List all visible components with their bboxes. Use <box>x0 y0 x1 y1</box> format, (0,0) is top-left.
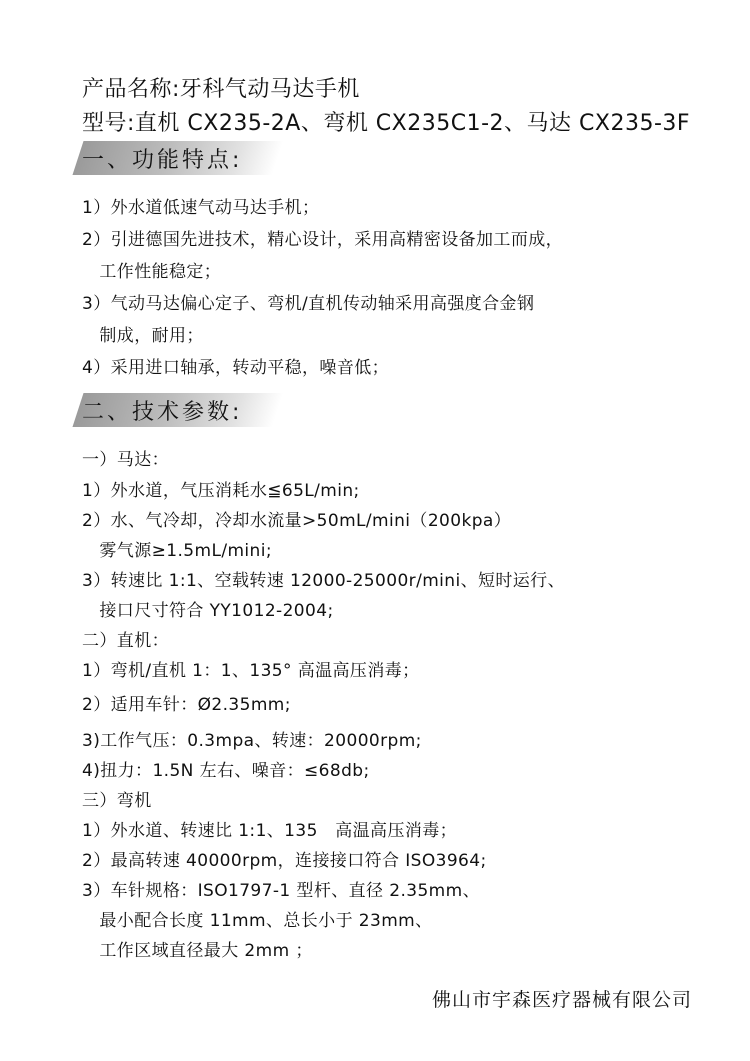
list-item: 3)工作气压：0.3mpa、转速：20000rpm; <box>82 731 422 751</box>
list-item: 4）采用进口轴承，转动平稳，噪音低； <box>82 358 390 378</box>
list-item: 制成，耐用； <box>82 326 204 346</box>
section2-heading: 二、技术参数: <box>82 400 243 425</box>
company-name: 佛山市宇森医疗器械有限公司 <box>431 989 692 1011</box>
list-item: 4)扭力：1.5N 左右、噪音：≤68db; <box>82 761 370 781</box>
list-item: 1）外水道、转速比 1:1、135 高温高压消毒； <box>82 821 458 841</box>
section1-heading: 一、功能特点: <box>82 148 243 173</box>
list-item: 接口尺寸符合 YY1012-2004; <box>82 601 334 621</box>
list-item: 2）最高转速 40000rpm，连接接口符合 ISO3964; <box>82 851 487 871</box>
list-item: 工作性能稳定； <box>82 262 222 282</box>
product-name: 产品名称:牙科气动马达手机 <box>82 77 360 102</box>
model-line: 型号:直机 CX235-2A、弯机 CX235C1-2、马达 CX235-3F <box>82 111 691 136</box>
list-item: 2）适用车针：Ø2.35mm; <box>82 695 291 715</box>
list-item: 2）水、气冷却，冷却水流量>50mL/mini（200kpa） <box>82 511 512 531</box>
list-item: 雾气源≥1.5mL/mini; <box>82 541 272 561</box>
list-item: 一）马达： <box>82 450 169 470</box>
list-item: 3）气动马达偏心定子、弯机/直机传动轴采用高强度合金钢 <box>82 294 535 314</box>
list-item: 最小配合长度 11mm、总长小于 23mm、 <box>82 911 433 931</box>
list-item: 三）弯机 <box>82 791 152 811</box>
list-item: 3）车针规格：ISO1797-1 型杆、直径 2.35mm、 <box>82 881 480 901</box>
list-item: 3）转速比 1:1、空载转速 12000-25000r/mini、短时运行、 <box>82 571 565 591</box>
list-item: 工作区域直径最大 2mm ； <box>82 941 313 961</box>
list-item: 1）外水道，气压消耗水≦65L/min; <box>82 481 360 501</box>
list-item: 2）引进德国先进技术，精心设计，采用高精密设备加工而成， <box>82 230 564 250</box>
list-item: 1）外水道低速气动马达手机； <box>82 198 320 218</box>
list-item: 1）弯机/直机 1：1、135° 高温高压消毒； <box>82 661 420 681</box>
list-item: 二）直机： <box>82 631 169 651</box>
